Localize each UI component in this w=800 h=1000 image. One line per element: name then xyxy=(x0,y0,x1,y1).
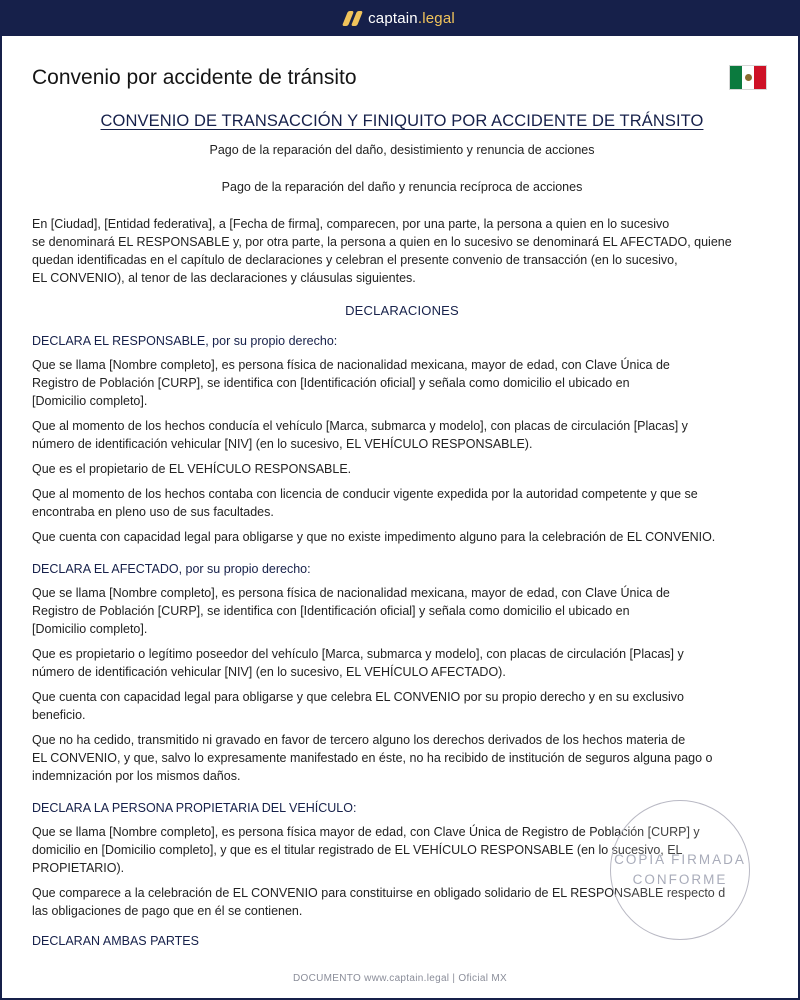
declaration-item: Que al momento de los hechos conducía el vehículo [Marca, submarca y modelo], con placas de circulación [Placas] y número de identificación vehicular [NIV] (en lo sucesivo, EL VEHÍCULO RESPONSABLE). xyxy=(32,419,688,451)
declarations-heading: DECLARACIONES xyxy=(345,303,459,318)
mexico-flag-icon xyxy=(729,65,767,90)
declaration-item: Que comparece a la celebración de EL CONVENIO para constituirse en obligado solidario de EL RESPONSABLE respecto d las obligaciones de pago que en él se contienen. xyxy=(32,886,726,918)
declaration-item: Que no ha cedido, transmitido ni gravado en favor de tercero alguno los derechos derivados de los hechos materia de EL CONVENIO, y que, salvo lo expresamente manifestado en éste, no ha recibido de institución de seguros alguna pago o indemnización por los mismos daños. xyxy=(32,733,713,783)
declaration-item: Que se llama [Nombre completo], es persona física mayor de edad, con Clave Única de Registro de Población [CURP] y domicilio en [Domicilio completo], y que es el titular registrado de EL VEHÍCULO RESPONSABLE (en lo sucesivo, EL PROPIETARIO). xyxy=(32,825,700,875)
footer-text: DOCUMENTO www.captain.legal | Oficial MX xyxy=(293,973,507,984)
intro-paragraph: En [Ciudad], [Entidad federativa], a [Fecha de firma], comparecen, por una parte, la persona a quien en lo sucesivo se denominará EL RESPONSABLE y, por otra parte, la persona a quien en lo sucesivo se denominará EL AFECTADO, quiene quedan identificadas en el capítulo de declaraciones y celebran el presente convenio de transacción (en lo sucesivo, EL CONVENIO), al tenor de las declaraciones y cláusulas siguientes. xyxy=(32,217,732,285)
declaration-item: Que cuenta con capacidad legal para obligarse y que no existe impedimento alguno para la celebración de EL CONVENIO. xyxy=(32,530,716,544)
top-bar xyxy=(0,0,800,36)
document-heading: CONVENIO DE TRANSACCIÓN Y FINIQUITO POR ACCIDENTE DE TRÁNSITO xyxy=(100,112,704,130)
declarant-responsable-title: DECLARA EL RESPONSABLE, por su propio derecho: xyxy=(32,334,338,348)
signed-copy-stamp xyxy=(610,800,750,940)
declaration-item: Que es el propietario de EL VEHÍCULO RESPONSABLE. xyxy=(32,462,352,476)
declaration-item: Que es propietario o legítimo poseedor del vehículo [Marca, submarca y modelo], con placas de circulación [Placas] y número de identificación vehicular [NIV] (en lo sucesivo, EL VEHÍCULO AFECTADO). xyxy=(32,647,684,679)
stamp-line: CONFORME xyxy=(632,872,728,887)
declaration-item: Que cuenta con capacidad legal para obligarse y que celebra EL CONVENIO por su propio derecho y en su exclusivo beneficio. xyxy=(32,690,684,722)
declaration-item: Que se llama [Nombre completo], es persona física de nacionalidad mexicana, mayor de edad, con Clave Única de Registro de Población [CURP], se identifica con [Identificación oficial] y señala como domicilio el ubicado en [Domicilio completo]. xyxy=(32,586,670,636)
brand-logo-icon xyxy=(345,11,360,26)
page-title: Convenio por accidente de tránsito xyxy=(32,66,357,89)
declaration-item: Que se llama [Nombre completo], es persona física de nacionalidad mexicana, mayor de edad, con Clave Única de Registro de Población [CURP], se identifica con [Identificación oficial] y señala como domicilio el ubicado en [Domicilio completo]. xyxy=(32,358,670,408)
brand-name[interactable]: captain.legal xyxy=(368,9,455,27)
document-subtitle: Pago de la reparación del daño, desistimiento y renuncia de acciones xyxy=(209,143,595,157)
declarant-ambas-partes-title: DECLARAN AMBAS PARTES xyxy=(32,934,199,948)
stamp-line: COPIA FIRMADA xyxy=(614,852,746,867)
declaration-item: Que al momento de los hechos contaba con licencia de conducir vigente expedida por la autoridad competente y que se encontraba en pleno uso de sus facultades. xyxy=(32,487,698,519)
document-subtitle-alt: Pago de la reparación del daño y renuncia recíproca de acciones xyxy=(221,180,583,194)
declarant-afectado-title: DECLARA EL AFECTADO, por su propio derecho: xyxy=(32,562,311,576)
declarant-propietario-title: DECLARA LA PERSONA PROPIETARIA DEL VEHÍCULO: xyxy=(32,801,357,815)
